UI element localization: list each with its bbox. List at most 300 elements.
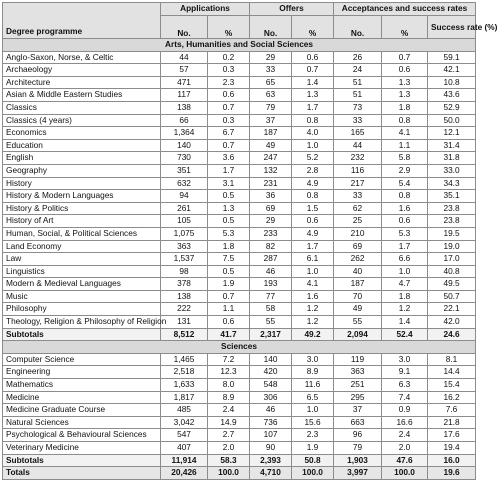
value-cell: 231	[250, 177, 292, 190]
programme-cell: Land Economy	[3, 240, 161, 253]
value-cell: 4,710	[250, 467, 292, 480]
value-cell: 262	[334, 253, 382, 266]
applications-pct-header: %	[208, 16, 250, 39]
programme-cell: Geography	[3, 164, 161, 177]
value-cell: 79	[334, 442, 382, 455]
value-cell: 0.7	[208, 139, 250, 152]
programme-cell: Natural Sciences	[3, 416, 161, 429]
value-cell: 1.4	[292, 76, 334, 89]
table-row	[3, 101, 476, 114]
table-row	[3, 416, 476, 429]
value-cell: 1.2	[382, 303, 428, 316]
value-cell: 1,075	[161, 227, 208, 240]
value-cell: 8.9	[292, 366, 334, 379]
value-cell: 138	[161, 101, 208, 114]
value-cell: 24.6	[428, 328, 476, 341]
value-cell: 98	[161, 265, 208, 278]
value-cell: 9.1	[382, 366, 428, 379]
value-cell: 17.6	[428, 429, 476, 442]
programme-cell: Human, Social, & Political Sciences	[3, 227, 161, 240]
value-cell: 6.3	[382, 379, 428, 392]
value-cell: 57	[161, 64, 208, 77]
value-cell: 1,817	[161, 391, 208, 404]
value-cell: 193	[250, 278, 292, 291]
value-cell: 17.0	[428, 253, 476, 266]
value-cell: 471	[161, 76, 208, 89]
value-cell: 5.4	[382, 177, 428, 190]
value-cell: 407	[161, 442, 208, 455]
value-cell: 8.9	[208, 391, 250, 404]
value-cell: 3.0	[382, 353, 428, 366]
programme-cell: History & Politics	[3, 202, 161, 215]
programme-cell: Education	[3, 139, 161, 152]
value-cell: 82	[250, 240, 292, 253]
value-cell: 2.0	[208, 442, 250, 455]
value-cell: 36	[250, 190, 292, 203]
programme-cell: Mathematics	[3, 379, 161, 392]
value-cell: 4.1	[292, 278, 334, 291]
value-cell: 1.9	[208, 278, 250, 291]
value-cell: 3.6	[208, 152, 250, 165]
table-row	[3, 442, 476, 455]
value-cell: 2.3	[208, 76, 250, 89]
programme-cell: History of Art	[3, 215, 161, 228]
section-title: Arts, Humanities and Social Sciences	[3, 39, 476, 52]
section-title: Sciences	[3, 341, 476, 354]
programme-cell: Music	[3, 290, 161, 303]
value-cell: 23.8	[428, 202, 476, 215]
value-cell: 21.8	[428, 416, 476, 429]
totals-row	[3, 467, 476, 480]
value-cell: 16.6	[382, 416, 428, 429]
value-cell: 49.5	[428, 278, 476, 291]
value-cell: 0.6	[208, 89, 250, 102]
value-cell: 363	[334, 366, 382, 379]
table-row	[3, 202, 476, 215]
value-cell: 90	[250, 442, 292, 455]
value-cell: 40	[334, 265, 382, 278]
value-cell: 138	[161, 290, 208, 303]
table-row	[3, 215, 476, 228]
value-cell: 251	[334, 379, 382, 392]
value-cell: 1.7	[292, 101, 334, 114]
value-cell: 1.0	[292, 265, 334, 278]
value-cell: 1,633	[161, 379, 208, 392]
table-row	[3, 290, 476, 303]
value-cell: 2.9	[382, 164, 428, 177]
table-row	[3, 316, 476, 329]
value-cell: 44	[161, 51, 208, 64]
value-cell: 8.1	[428, 353, 476, 366]
acceptances-no-header: No.	[334, 16, 382, 39]
value-cell: 33	[334, 190, 382, 203]
value-cell: 31.4	[428, 139, 476, 152]
value-cell: 19.4	[428, 442, 476, 455]
value-cell: 1.5	[292, 202, 334, 215]
table-row	[3, 64, 476, 77]
value-cell: 14.4	[428, 366, 476, 379]
value-cell: 10.8	[428, 76, 476, 89]
value-cell: 1,903	[334, 454, 382, 467]
value-cell: 100.0	[382, 467, 428, 480]
header-row-groups	[3, 3, 476, 16]
value-cell: 43.6	[428, 89, 476, 102]
value-cell: 65	[250, 76, 292, 89]
value-cell: 131	[161, 316, 208, 329]
value-cell: 16.0	[428, 454, 476, 467]
value-cell: 50.0	[428, 114, 476, 127]
value-cell: 96	[334, 429, 382, 442]
section-header-row	[3, 39, 476, 52]
value-cell: 49	[250, 139, 292, 152]
programme-cell: Classics	[3, 101, 161, 114]
programme-cell: Veterinary Medicine	[3, 442, 161, 455]
value-cell: 261	[161, 202, 208, 215]
value-cell: 295	[334, 391, 382, 404]
value-cell: 7.4	[382, 391, 428, 404]
value-cell: 7.2	[208, 353, 250, 366]
value-cell: 66	[161, 114, 208, 127]
value-cell: 1.7	[208, 164, 250, 177]
value-cell: 2,518	[161, 366, 208, 379]
value-cell: 247	[250, 152, 292, 165]
value-cell: 222	[161, 303, 208, 316]
value-cell: 0.7	[208, 290, 250, 303]
value-cell: 1.9	[292, 442, 334, 455]
value-cell: 11,914	[161, 454, 208, 467]
section-header-row	[3, 341, 476, 354]
value-cell: 0.3	[208, 64, 250, 77]
table-row	[3, 51, 476, 64]
value-cell: 100.0	[208, 467, 250, 480]
value-cell: 49.2	[292, 328, 334, 341]
value-cell: 232	[334, 152, 382, 165]
value-cell: 1.7	[382, 240, 428, 253]
value-cell: 42.1	[428, 64, 476, 77]
value-cell: 0.7	[382, 51, 428, 64]
value-cell: 15.4	[428, 379, 476, 392]
value-cell: 2.0	[382, 442, 428, 455]
value-cell: 3,042	[161, 416, 208, 429]
value-cell: 44	[334, 139, 382, 152]
value-cell: 0.6	[382, 215, 428, 228]
value-cell: 55	[334, 316, 382, 329]
value-cell: 35.1	[428, 190, 476, 203]
value-cell: 1.8	[382, 290, 428, 303]
value-cell: 1.8	[382, 101, 428, 114]
value-cell: 6.1	[292, 253, 334, 266]
value-cell: 117	[161, 89, 208, 102]
value-cell: 2.8	[292, 164, 334, 177]
table-row	[3, 152, 476, 165]
table-header	[3, 3, 497, 39]
programme-cell: Classics (4 years)	[3, 114, 161, 127]
value-cell: 730	[161, 152, 208, 165]
programme-cell: Subtotals	[3, 454, 161, 467]
value-cell: 210	[334, 227, 382, 240]
value-cell: 0.5	[208, 265, 250, 278]
value-cell: 0.6	[208, 316, 250, 329]
table-row	[3, 177, 476, 190]
value-cell: 1.0	[382, 265, 428, 278]
value-cell: 4.9	[292, 227, 334, 240]
value-cell: 1.7	[292, 240, 334, 253]
table-row	[3, 265, 476, 278]
value-cell: 37	[250, 114, 292, 127]
table-row	[3, 429, 476, 442]
value-cell: 351	[161, 164, 208, 177]
value-cell: 4.1	[382, 127, 428, 140]
value-cell: 2,393	[250, 454, 292, 467]
value-cell: 7.5	[208, 253, 250, 266]
table-row	[3, 89, 476, 102]
value-cell: 119	[334, 353, 382, 366]
value-cell: 0.7	[208, 101, 250, 114]
degree-programme-header: Degree programme	[3, 3, 161, 39]
value-cell: 31.8	[428, 152, 476, 165]
value-cell: 29	[250, 215, 292, 228]
programme-cell: Medicine	[3, 391, 161, 404]
value-cell: 306	[250, 391, 292, 404]
value-cell: 0.6	[292, 215, 334, 228]
value-cell: 1.2	[292, 316, 334, 329]
value-cell: 1.0	[292, 404, 334, 417]
value-cell: 363	[161, 240, 208, 253]
value-cell: 12.1	[428, 127, 476, 140]
value-cell: 0.5	[208, 215, 250, 228]
success-rate-header: Success rate (%)	[428, 16, 476, 39]
value-cell: 378	[161, 278, 208, 291]
value-cell: 69	[334, 240, 382, 253]
value-cell: 4.7	[382, 278, 428, 291]
value-cell: 40.8	[428, 265, 476, 278]
value-cell: 2.4	[208, 404, 250, 417]
value-cell: 116	[334, 164, 382, 177]
value-cell: 6.5	[292, 391, 334, 404]
value-cell: 46	[250, 404, 292, 417]
value-cell: 0.8	[382, 114, 428, 127]
table-body	[3, 39, 476, 480]
value-cell: 34.3	[428, 177, 476, 190]
value-cell: 1.1	[382, 139, 428, 152]
value-cell: 132	[250, 164, 292, 177]
table-row	[3, 253, 476, 266]
table-row	[3, 127, 476, 140]
value-cell: 1.8	[208, 240, 250, 253]
value-cell: 5.8	[382, 152, 428, 165]
value-cell: 0.8	[292, 114, 334, 127]
value-cell: 107	[250, 429, 292, 442]
table-row	[3, 190, 476, 203]
value-cell: 4.0	[292, 127, 334, 140]
value-cell: 105	[161, 215, 208, 228]
value-cell: 140	[161, 139, 208, 152]
value-cell: 42.0	[428, 316, 476, 329]
programme-cell: Philosophy	[3, 303, 161, 316]
programme-cell: Theology, Religion & Philosophy of Religion	[3, 316, 161, 329]
acceptances-pct-header: %	[382, 16, 428, 39]
offers-no-header: No.	[250, 16, 292, 39]
programme-cell: Engineering	[3, 366, 161, 379]
value-cell: 69	[250, 202, 292, 215]
value-cell: 12.3	[208, 366, 250, 379]
value-cell: 736	[250, 416, 292, 429]
table-row	[3, 391, 476, 404]
value-cell: 50.8	[292, 454, 334, 467]
value-cell: 3.0	[292, 353, 334, 366]
value-cell: 1.3	[382, 89, 428, 102]
value-cell: 0.6	[292, 51, 334, 64]
value-cell: 19.5	[428, 227, 476, 240]
value-cell: 140	[250, 353, 292, 366]
value-cell: 4.9	[292, 177, 334, 190]
subtotal-row	[3, 328, 476, 341]
value-cell: 52.9	[428, 101, 476, 114]
value-cell: 0.7	[292, 64, 334, 77]
value-cell: 25	[334, 215, 382, 228]
value-cell: 2.7	[208, 429, 250, 442]
value-cell: 0.8	[292, 190, 334, 203]
value-cell: 1.0	[292, 139, 334, 152]
value-cell: 217	[334, 177, 382, 190]
table-row	[3, 76, 476, 89]
value-cell: 165	[334, 127, 382, 140]
value-cell: 22.1	[428, 303, 476, 316]
value-cell: 29	[250, 51, 292, 64]
value-cell: 46	[250, 265, 292, 278]
value-cell: 62	[334, 202, 382, 215]
value-cell: 663	[334, 416, 382, 429]
value-cell: 33	[334, 114, 382, 127]
programme-cell: Medicine Graduate Course	[3, 404, 161, 417]
value-cell: 7.6	[428, 404, 476, 417]
value-cell: 23.8	[428, 215, 476, 228]
value-cell: 37	[334, 404, 382, 417]
table-row	[3, 164, 476, 177]
table-row	[3, 139, 476, 152]
value-cell: 24	[334, 64, 382, 77]
value-cell: 0.8	[382, 190, 428, 203]
programme-cell: History	[3, 177, 161, 190]
value-cell: 79	[250, 101, 292, 114]
value-cell: 233	[250, 227, 292, 240]
table-row	[3, 227, 476, 240]
value-cell: 51	[334, 89, 382, 102]
value-cell: 8,512	[161, 328, 208, 341]
value-cell: 0.6	[382, 64, 428, 77]
value-cell: 2.4	[382, 429, 428, 442]
programme-cell: Linguistics	[3, 265, 161, 278]
value-cell: 73	[334, 101, 382, 114]
value-cell: 59.1	[428, 51, 476, 64]
applications-header: Applications	[161, 3, 250, 16]
admissions-statistics-table	[2, 2, 497, 480]
value-cell: 6.7	[208, 127, 250, 140]
value-cell: 287	[250, 253, 292, 266]
value-cell: 0.3	[208, 114, 250, 127]
value-cell: 26	[334, 51, 382, 64]
value-cell: 2,317	[250, 328, 292, 341]
value-cell: 3,997	[334, 467, 382, 480]
value-cell: 55	[250, 316, 292, 329]
value-cell: 6.6	[382, 253, 428, 266]
value-cell: 70	[334, 290, 382, 303]
value-cell: 8.0	[208, 379, 250, 392]
value-cell: 58	[250, 303, 292, 316]
table-row	[3, 240, 476, 253]
value-cell: 420	[250, 366, 292, 379]
value-cell: 1.3	[382, 76, 428, 89]
value-cell: 1,465	[161, 353, 208, 366]
programme-cell: Economics	[3, 127, 161, 140]
value-cell: 14.9	[208, 416, 250, 429]
programme-cell: English	[3, 152, 161, 165]
value-cell: 0.2	[208, 51, 250, 64]
value-cell: 77	[250, 290, 292, 303]
value-cell: 50.7	[428, 290, 476, 303]
programme-cell: Modern & Medieval Languages	[3, 278, 161, 291]
programme-cell: Anglo-Saxon, Norse, & Celtic	[3, 51, 161, 64]
value-cell: 1.3	[208, 202, 250, 215]
acceptances-header: Acceptances and success rates	[334, 3, 476, 16]
programme-cell: Totals	[3, 467, 161, 480]
programme-cell: Computer Science	[3, 353, 161, 366]
value-cell: 187	[250, 127, 292, 140]
value-cell: 100.0	[292, 467, 334, 480]
value-cell: 187	[334, 278, 382, 291]
value-cell: 1.1	[208, 303, 250, 316]
table-row	[3, 114, 476, 127]
programme-cell: Psychological & Behavioural Sciences	[3, 429, 161, 442]
table-row	[3, 366, 476, 379]
value-cell: 5.3	[382, 227, 428, 240]
value-cell: 548	[250, 379, 292, 392]
value-cell: 1.2	[292, 303, 334, 316]
value-cell: 3.1	[208, 177, 250, 190]
value-cell: 0.5	[208, 190, 250, 203]
value-cell: 58.3	[208, 454, 250, 467]
value-cell: 15.6	[292, 416, 334, 429]
value-cell: 1.6	[382, 202, 428, 215]
value-cell: 1.4	[382, 316, 428, 329]
value-cell: 41.7	[208, 328, 250, 341]
value-cell: 16.2	[428, 391, 476, 404]
table-row	[3, 379, 476, 392]
value-cell: 20,426	[161, 467, 208, 480]
table-row	[3, 303, 476, 316]
value-cell: 52.4	[382, 328, 428, 341]
applications-no-header: No.	[161, 16, 208, 39]
value-cell: 33.0	[428, 164, 476, 177]
value-cell: 94	[161, 190, 208, 203]
value-cell: 2,094	[334, 328, 382, 341]
value-cell: 19.0	[428, 240, 476, 253]
value-cell: 47.6	[382, 454, 428, 467]
programme-cell: Law	[3, 253, 161, 266]
value-cell: 11.6	[292, 379, 334, 392]
programme-cell: Subtotals	[3, 328, 161, 341]
table-row	[3, 404, 476, 417]
value-cell: 485	[161, 404, 208, 417]
table-row	[3, 353, 476, 366]
value-cell: 547	[161, 429, 208, 442]
value-cell: 63	[250, 89, 292, 102]
offers-header: Offers	[250, 3, 334, 16]
value-cell: 51	[334, 76, 382, 89]
table-row	[3, 278, 476, 291]
programme-cell: Asian & Middle Eastern Studies	[3, 89, 161, 102]
value-cell: 5.3	[208, 227, 250, 240]
